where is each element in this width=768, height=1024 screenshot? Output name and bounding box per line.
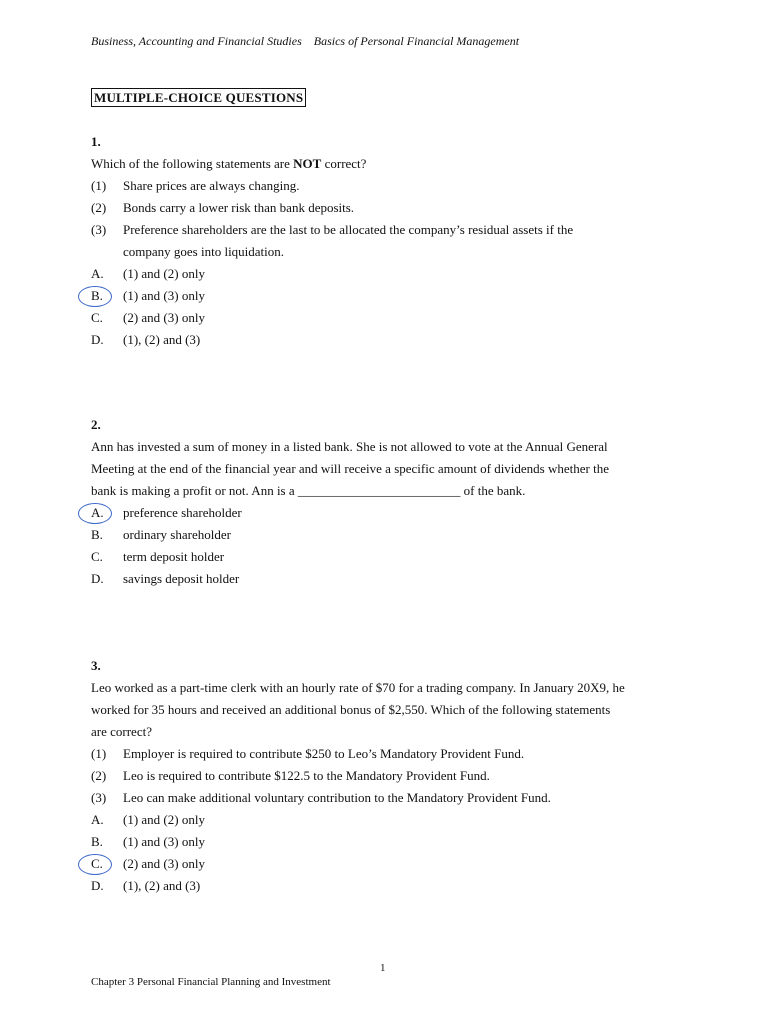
option-text: (2) and (3) only [123, 310, 205, 325]
option-b[interactable] [91, 285, 691, 307]
stem-emphasis: NOT [293, 156, 322, 171]
statement-text: Employer is required to contribute $250 to Leo’s Mandatory Provident Fund. [123, 746, 525, 761]
running-footer: Chapter 3 Personal Financial Planning and Investment [91, 976, 331, 988]
question-stem-line: worked for 35 hours and received an additional bonus of $2,550. Which of the following statements [91, 702, 611, 717]
option-label: B. [91, 288, 103, 303]
statement-item [91, 787, 691, 809]
option-label: C. [91, 856, 103, 871]
question-stem-line: Meeting at the end of the financial year and will receive a specific amount of dividends whether the [91, 461, 609, 476]
option-text: (1), (2) and (3) [123, 878, 201, 893]
statement-text: Bonds carry a lower risk than bank deposits. [123, 200, 355, 215]
question-stem-line: are correct? [91, 724, 152, 739]
statement-item [91, 197, 691, 219]
option-c[interactable] [91, 307, 691, 329]
option-d[interactable] [91, 329, 691, 351]
answer-circle-mark [78, 286, 112, 307]
question-1 [91, 131, 691, 351]
option-text: (1) and (2) only [123, 266, 205, 281]
option-label: A. [91, 812, 104, 827]
stem-text: Which of the following statements are [91, 156, 294, 171]
question-2 [91, 414, 691, 590]
question-3 [91, 655, 691, 897]
stem-text: correct? [321, 156, 367, 171]
answer-circle-mark [78, 503, 112, 524]
answer-circle-mark [78, 854, 112, 875]
question-stem [91, 153, 691, 175]
option-text: (1) and (2) only [123, 812, 205, 827]
statement-item [91, 175, 691, 197]
question-stem-line: bank is making a profit or not. Ann is a _________________________ of the bank. [91, 483, 526, 498]
option-d[interactable] [91, 875, 691, 897]
statement-label: (3) [91, 222, 107, 237]
option-text: (1), (2) and (3) [123, 332, 201, 347]
statement-label: (2) [91, 768, 107, 783]
option-b[interactable] [91, 831, 691, 853]
option-a[interactable] [91, 263, 691, 285]
statement-item [91, 743, 691, 765]
option-text: (1) and (3) only [123, 834, 205, 849]
option-text: savings deposit holder [123, 571, 240, 586]
statement-text: Share prices are always changing. [123, 178, 300, 193]
header-course-title: Business, Accounting and Financial Studies [91, 34, 302, 48]
header-module-title: Basics of Personal Financial Management [313, 34, 520, 48]
statement-text: Leo can make additional voluntary contribution to the Mandatory Provident Fund. [123, 790, 551, 805]
section-title: MULTIPLE-CHOICE QUESTIONS [91, 88, 306, 107]
option-d[interactable] [91, 568, 691, 590]
option-text: (1) and (3) only [123, 288, 205, 303]
question-stem-line: Leo worked as a part-time clerk with an hourly rate of $70 for a trading company. In January 20X9, he [91, 680, 625, 695]
statement-label: (1) [91, 178, 107, 193]
option-a[interactable] [91, 502, 691, 524]
option-c[interactable] [91, 546, 691, 568]
option-b[interactable] [91, 524, 691, 546]
statement-label: (3) [91, 790, 107, 805]
statement-text: Preference shareholders are the last to be allocated the company’s residual assets if the company goes into liquidation. [123, 222, 574, 259]
option-label: C. [91, 310, 103, 325]
option-label: B. [91, 834, 103, 849]
option-label: A. [91, 505, 104, 520]
question-stem-line: Ann has invested a sum of money in a listed bank. She is not allowed to vote at the Annual General [91, 439, 608, 454]
option-label: D. [91, 878, 104, 893]
option-text: term deposit holder [123, 549, 225, 564]
running-header [91, 34, 519, 49]
question-number: 3. [91, 658, 101, 673]
statement-label: (1) [91, 746, 107, 761]
option-a[interactable] [91, 809, 691, 831]
option-c[interactable] [91, 853, 691, 875]
option-label: D. [91, 332, 104, 347]
question-number: 1. [91, 134, 101, 149]
statement-item [91, 765, 691, 787]
statement-text: Leo is required to contribute $122.5 to the Mandatory Provident Fund. [123, 768, 490, 783]
option-text: ordinary shareholder [123, 527, 231, 542]
page-number: 1 [380, 962, 386, 974]
option-text: preference shareholder [123, 505, 242, 520]
option-label: D. [91, 571, 104, 586]
option-text: (2) and (3) only [123, 856, 205, 871]
option-label: C. [91, 549, 103, 564]
statement-item [91, 219, 691, 263]
option-label: A. [91, 266, 104, 281]
option-label: B. [91, 527, 103, 542]
question-number: 2. [91, 417, 101, 432]
statement-label: (2) [91, 200, 107, 215]
